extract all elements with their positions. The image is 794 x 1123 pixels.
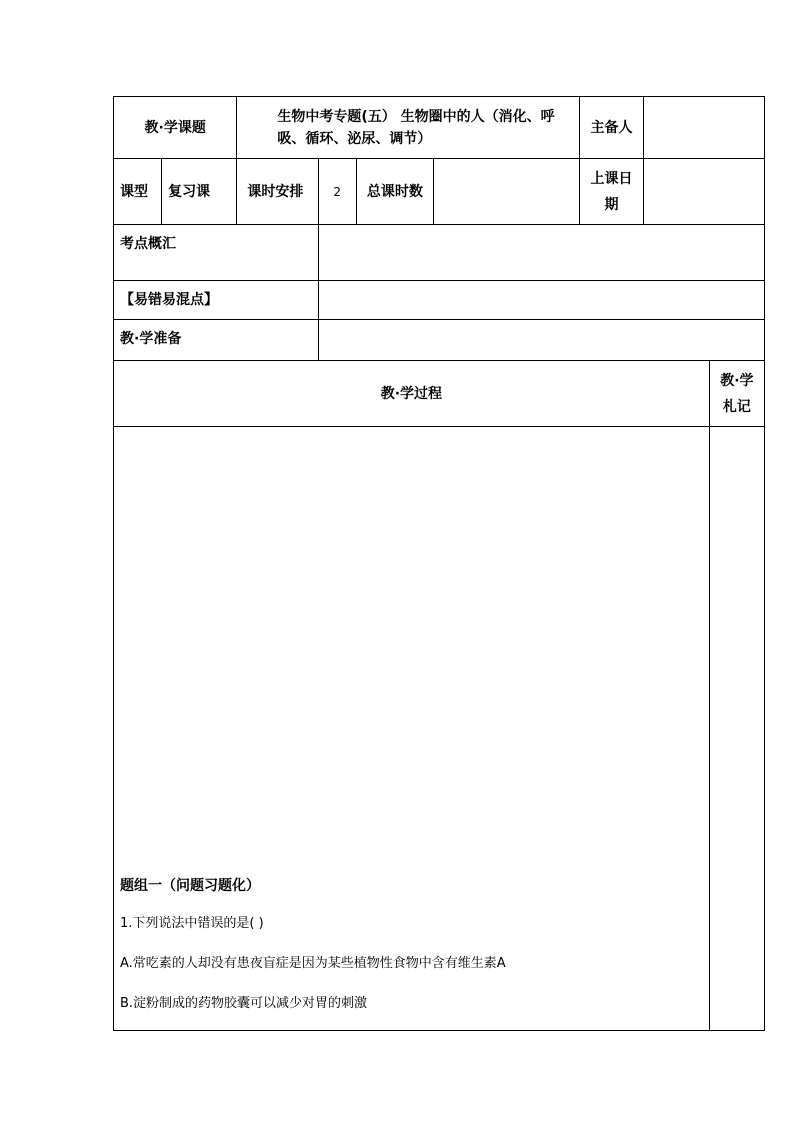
lesson-plan-table	[113, 96, 765, 1031]
mistakes-label: 【易错易混点】	[114, 281, 319, 320]
question-group-title: 题组一（问题习题化）	[120, 878, 260, 894]
mistakes-row	[114, 281, 765, 320]
hours-label: 课时安排	[237, 159, 318, 225]
prep-row	[114, 320, 765, 361]
topic-label: 教·学课题	[114, 97, 237, 159]
hours-value: 2	[318, 159, 356, 225]
question-group	[120, 876, 705, 1014]
question-option-b: B.淀粉制成的药物胶囊可以减少对胃的刺激	[120, 996, 368, 1011]
total-value	[433, 159, 579, 225]
notes-title: 教·学札记	[709, 361, 764, 427]
overview-value	[318, 225, 764, 281]
overview-row	[114, 225, 765, 281]
process-header-row	[114, 361, 765, 427]
date-label: 上课日期	[580, 159, 643, 225]
type-label: 课型	[114, 159, 162, 225]
preparer-label: 主备人	[580, 97, 643, 159]
type-value: 复习课	[162, 159, 237, 225]
date-value	[643, 159, 764, 225]
question-stem: 1.下列说法中错误的是( )	[120, 916, 264, 931]
notes-column	[709, 427, 764, 1031]
topic-row	[114, 97, 765, 159]
process-content	[114, 427, 710, 1031]
prep-label: 教·学准备	[114, 320, 319, 361]
preparer-value	[643, 97, 764, 159]
total-label: 总课时数	[356, 159, 433, 225]
mistakes-value	[318, 281, 764, 320]
overview-label: 考点概汇	[114, 225, 319, 281]
process-title: 教·学过程	[114, 361, 710, 427]
meta-row	[114, 159, 765, 225]
question-option-a: A.常吃素的人却没有患夜盲症是因为某些植物性食物中含有维生素A	[120, 956, 506, 971]
topic-title: 生物中考专题(五） 生物圈中的人（消化、呼吸、循环、泌尿、调节）	[237, 97, 580, 159]
prep-value	[318, 320, 764, 361]
process-body-row	[114, 427, 765, 1031]
